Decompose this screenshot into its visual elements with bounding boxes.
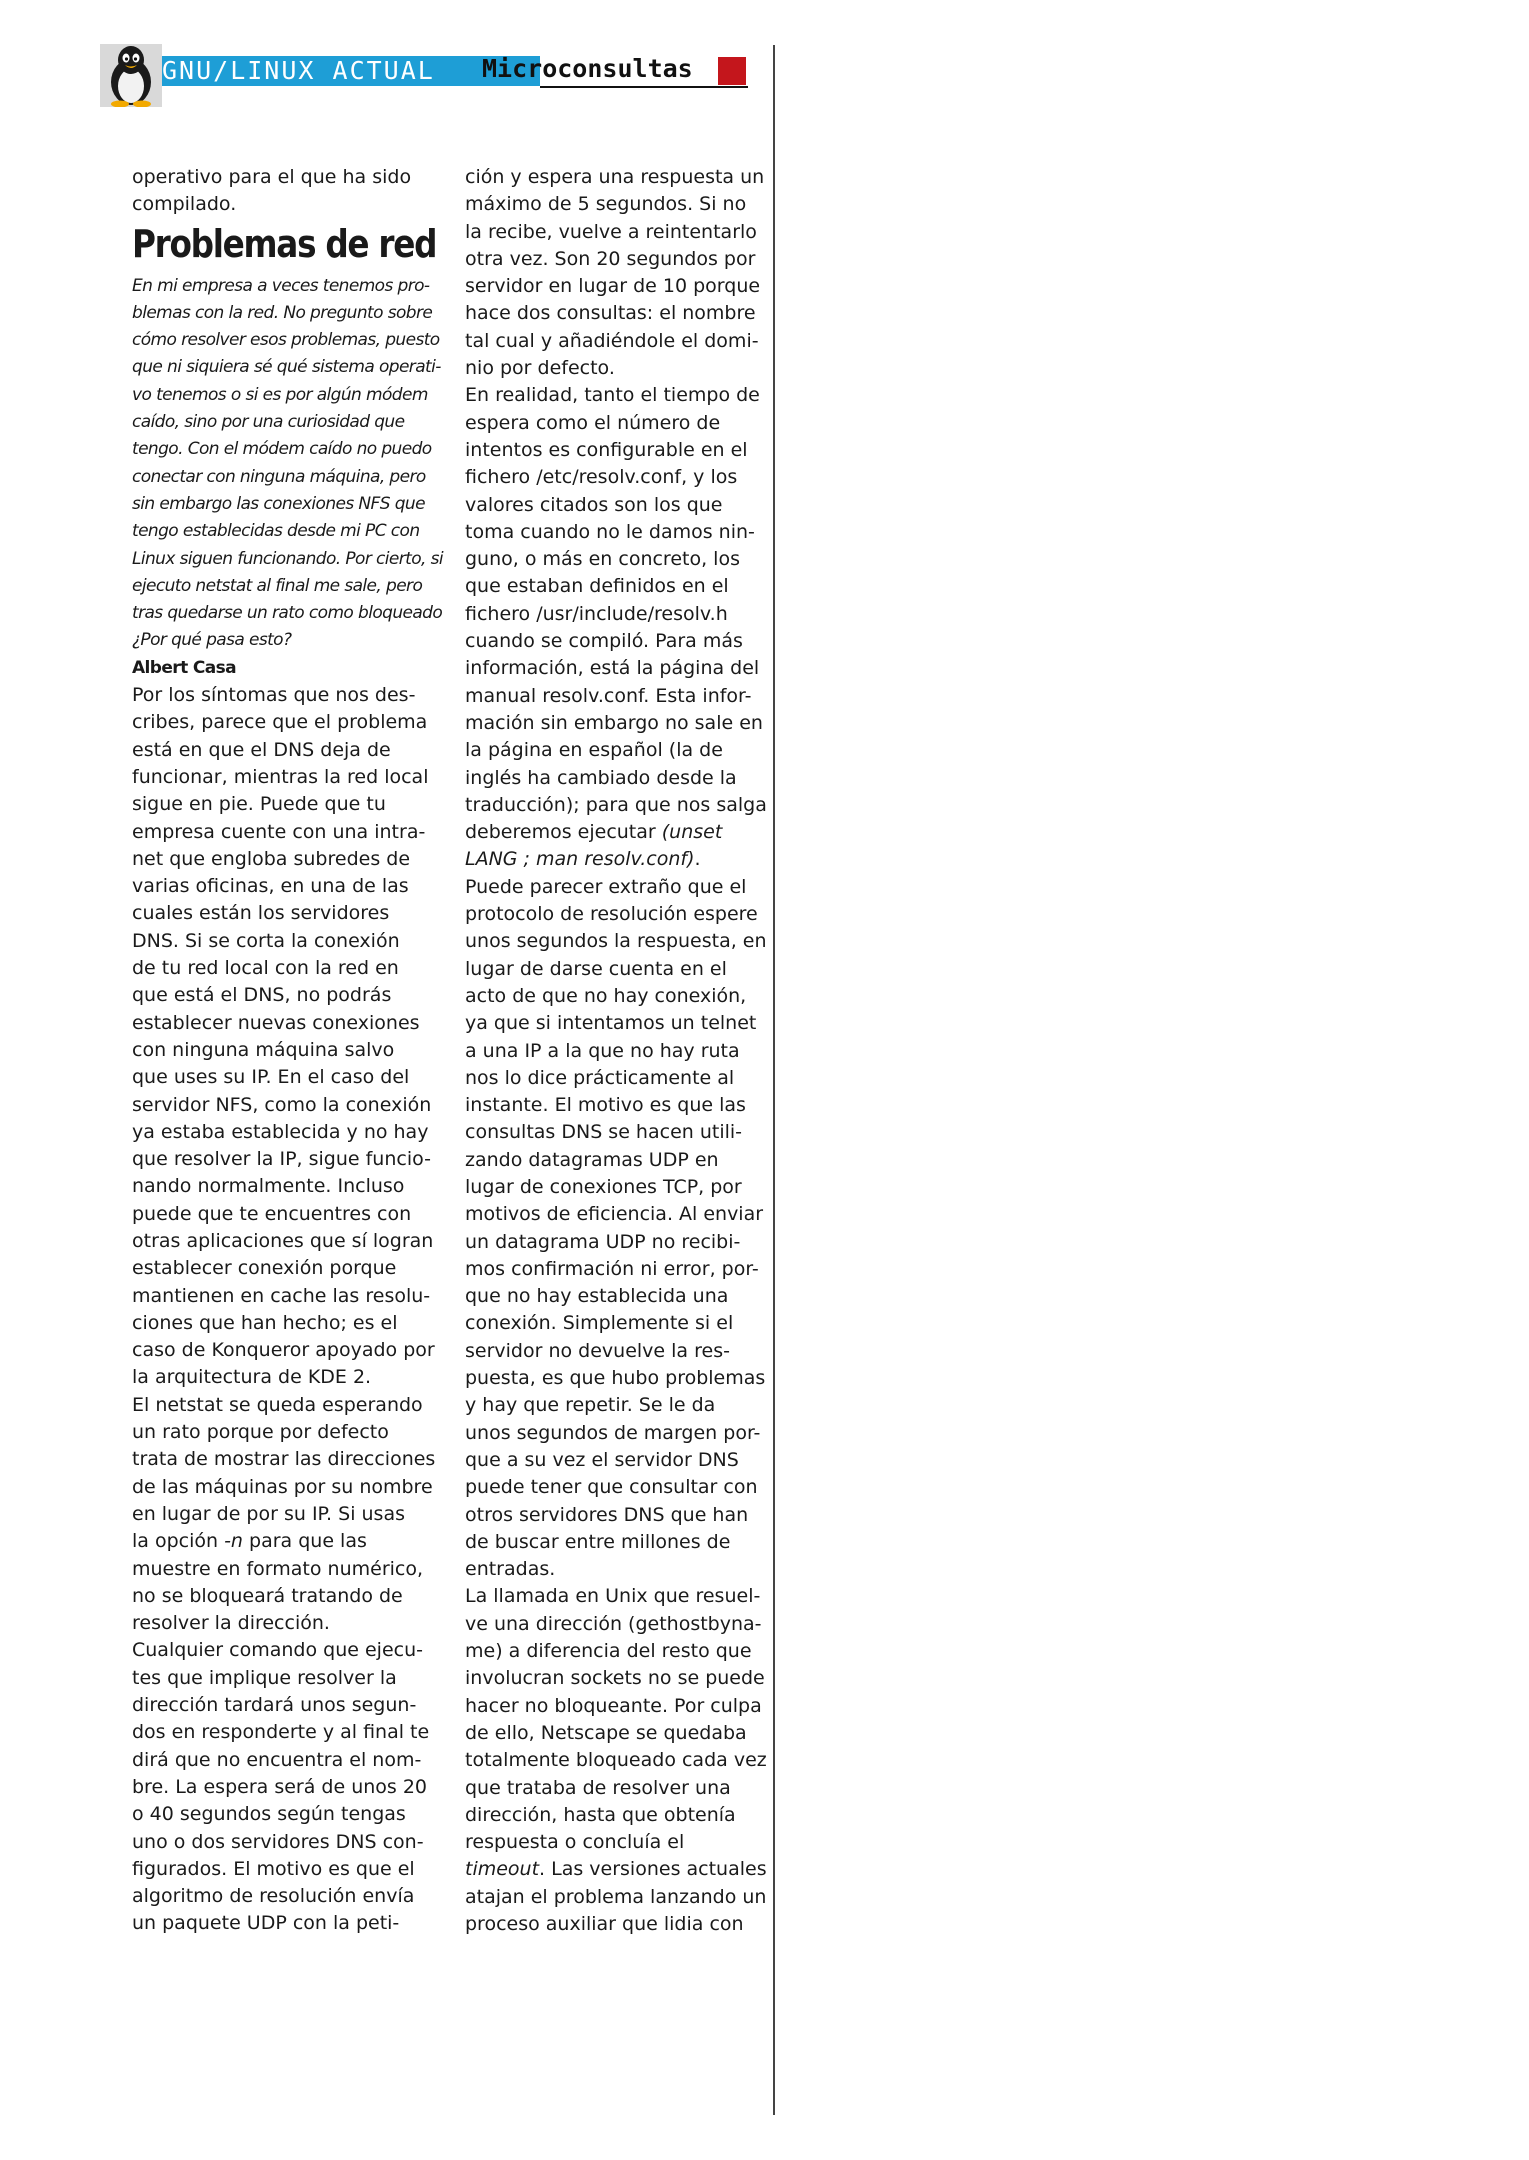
text-line: valores citados son los que [465,493,723,516]
right-column [465,164,767,1938]
text-line: que no hay establecida una [465,1285,729,1308]
text-line: que está el DNS, no podrás [132,984,392,1007]
text-line: blemas con la red. No pregunto sobre [132,302,433,323]
text-line: En mi empresa a veces tenemos pro- [132,275,430,296]
text-line: tras quedarse un rato como bloqueado [132,603,443,624]
text-line: la página en español (la de [465,739,723,762]
answer-text-part-5 [465,1884,767,1939]
text-line: mación sin embargo no sale en [465,711,763,734]
text-line: vo tenemos o si es por algún módem [132,384,428,405]
text-line: respuesta o concluía el [465,1831,685,1854]
text-line: manual resolv.conf. Esta infor- [465,684,752,707]
text-line: algoritmo de resolución envía [132,1885,415,1908]
text-line: uno o dos servidores DNS con- [132,1830,424,1853]
text-line: que resolver la IP, sigue funcio- [132,1148,431,1171]
question-author: Albert Casa [132,657,237,678]
header-rule [540,86,748,88]
text-line: información, está la página del [465,657,760,680]
text-line: dirección tardará unos segun- [132,1694,417,1717]
text-line: conectar con ninguna máquina, pero [132,466,426,487]
text-line: está en que el DNS deja de [132,738,391,761]
text-line: máximo de 5 segundos. Si no [465,193,747,216]
text-line: dirección, hasta que obtenía [465,1803,736,1826]
text-line: cuando se compiló. Para más [465,630,743,653]
text-line: totalmente bloqueado cada vez [465,1749,767,1772]
text-line: servidor NFS, como la conexión [132,1093,432,1116]
text-line: en lugar de por su IP. Si usas [132,1502,405,1525]
text-line: la arquitectura de KDE 2. [132,1366,372,1389]
text-line: me) a diferencia del resto que [465,1640,752,1663]
text-line: que estaban definidos en el [465,575,729,598]
magazine-brand: GNU/LINUX ACTUAL [162,56,540,86]
text-line: un rato porque por defecto [132,1421,389,1444]
text-line: involucran sockets no se puede [465,1667,765,1690]
text-line: conexión. Simplemente si el [465,1312,734,1335]
text-line: cuales están los servidores [132,902,390,925]
text-line: mos confirmación ni error, por- [465,1257,759,1280]
text-line: un datagrama UDP no recibi- [465,1230,741,1253]
text-line: lugar de conexiones TCP, por [465,1175,742,1198]
text-line: caído, sino por una curiosidad que [132,412,405,433]
text-line: ciones que han hecho; es el [132,1311,398,1334]
text-line: intentos es configurable en el [465,438,748,461]
text-line: sin embargo las conexiones NFS que [132,493,425,514]
text-line: la recibe, vuelve a reintentarlo [465,220,757,243]
text-line: no se bloqueará tratando de [132,1584,403,1607]
text-line: otra vez. Son 20 segundos por [465,247,756,270]
text-line: consultas DNS se hacen utili- [465,1121,743,1144]
text-line: otras aplicaciones que sí logran [132,1229,434,1252]
text-line: o 40 segundos según tengas [132,1803,406,1826]
text-line: resolver la dirección. [132,1612,330,1635]
text-line: dirá que no encuentra el nom- [132,1748,422,1771]
text-line: La llamada en Unix que resuel- [465,1585,761,1608]
text-line: DNS. Si se corta la conexión [132,929,400,952]
text-line: fichero /etc/resolv.conf, y los [465,466,738,489]
text-line: Puede parecer extraño que el [465,875,747,898]
reader-question [132,273,443,655]
text-line: atajan el problema lanzando un [465,1885,767,1908]
option-flag: -n [224,1530,243,1553]
text-line: hace dos consultas: el nombre [465,302,756,325]
text-line: acto de que no hay conexión, [465,984,747,1007]
text-line: de ello, Netscape se quedaba [465,1721,747,1744]
text-line: cribes, parece que el problema [132,711,428,734]
text-line: caso de Konqueror apoyado por [132,1339,435,1362]
text-line: servidor en lugar de 10 porque [465,275,761,298]
text-line: otros servidores DNS que han [465,1503,749,1526]
text-line: proceso auxiliar que lidia con [465,1913,744,1935]
text-line: bre. La espera será de unos 20 [132,1775,428,1798]
text-line: dos en responderte y al final te [132,1721,430,1744]
text-line: muestre en formato numérico, [132,1557,424,1580]
text-line: trata de mostrar las direcciones [132,1448,436,1471]
text-line: Por los síntomas que nos des- [132,684,416,707]
text-line: lugar de darse cuenta en el [465,957,727,980]
page-edge-rule [773,45,775,2115]
text-line: ción y espera una respuesta un [465,166,765,188]
text-line: que a su vez el servidor DNS [465,1448,739,1471]
text-line: unos segundos de margen por- [465,1421,761,1444]
text-line: que ni siquiera sé qué sistema operati- [132,357,441,378]
text-line: a una IP a la que no hay ruta [465,1039,740,1062]
text-line: instante. El motivo es que las [465,1094,746,1117]
text-line: ¿Por qué pasa esto? [132,630,292,651]
text-line: En realidad, tanto el tiempo de [465,384,760,407]
tux-penguin-icon [100,44,162,107]
text-line: puede tener que consultar con [465,1476,758,1499]
text-line: entradas. [465,1558,556,1581]
article-heading: Problemas de red [132,221,437,266]
text-line: de buscar entre millones de [465,1530,731,1553]
command-line-2: LANG ; man resolv.conf). [465,848,701,871]
timeout-line: timeout. Las versiones actuales [465,1858,767,1881]
text-line: que uses su IP. En el caso del [132,1066,410,1089]
text-line: protocolo de resolución espere [465,903,758,926]
command-text: (unset [661,821,723,844]
text-line: espera como el número de [465,411,721,434]
text-line: un paquete UDP con la peti- [132,1912,400,1935]
text-line: mantienen en cache las resolu- [132,1284,431,1307]
text-line: que trataba de resolver una [465,1776,731,1799]
text-line: con ninguna máquina salvo [132,1038,395,1061]
text-line: tengo. Con el módem caído no puedo [132,439,432,460]
text-line: net que engloba subredes de [132,847,411,870]
text-line: inglés ha cambiado desde la [465,766,737,789]
answer-text-part-3 [465,164,767,819]
text-line: operativo para el que ha sido [132,166,412,188]
text-line: zando datagramas UDP en [465,1148,719,1171]
answer-text-part-2 [132,1556,430,1938]
text-line: El netstat se queda esperando [132,1393,423,1416]
text-line: Linux siguen funcionando. Por cierto, si [132,548,443,569]
text-line: nando normalmente. Incluso [132,1175,405,1198]
command-text-2: LANG ; man resolv.conf) [465,848,695,871]
text-line: hacer no bloqueante. Por culpa [465,1694,762,1717]
text-line: establecer nuevas conexiones [132,1011,420,1034]
text-line: toma cuando no le damos nin- [465,520,755,543]
command-line: deberemos ejecutar (unset [465,821,723,844]
text-line: funcionar, mientras la red local [132,765,429,788]
text-line: de tu red local con la red en [132,957,399,980]
text-line: ve una dirección (gethostbyna- [465,1612,762,1635]
text-line: ejecuto netstat al final me sale, pero [132,575,423,596]
text-line: fichero /usr/include/resolv.h [465,602,728,625]
text-line: sigue en pie. Puede que tu [132,793,386,816]
text-line: unos segundos la respuesta, en [465,930,767,953]
left-column [132,164,443,1938]
timeout-term: timeout [465,1858,540,1881]
text-line: ya que si intentamos un telnet [465,1012,757,1035]
text-line: puede que te encuentres con [132,1202,412,1225]
page-header [100,44,748,108]
text-line: nio por defecto. [465,357,615,380]
text-line: traducción); para que nos salga [465,793,767,816]
section-marker [718,57,746,85]
text-line: ya estaba establecida y no hay [132,1120,429,1143]
answer-option-line: la opción -n para que las [132,1530,367,1553]
text-line: servidor no devuelve la res- [465,1339,730,1362]
text-line: figurados. El motivo es que el [132,1857,415,1880]
text-line: guno, o más en concreto, los [465,548,740,571]
section-title: Microconsultas [482,54,693,83]
text-line: establecer conexión porque [132,1257,397,1280]
text-line: tengo establecidas desde mi PC con [132,521,420,542]
text-line: cómo resolver esos problemas, puesto [132,330,440,351]
answer-text-part-1 [132,682,436,1528]
text-line: varias oficinas, en una de las [132,875,409,898]
text-line: empresa cuente con una intra- [132,820,426,843]
intro-text [132,164,422,219]
text-line: nos lo dice prácticamente al [465,1066,735,1089]
text-line: Cualquier comando que ejecu- [132,1639,423,1662]
text-line: puesta, es que hubo problemas [465,1367,766,1390]
text-line: motivos de eficiencia. Al enviar [465,1203,764,1226]
text-line: y hay que repetir. Se le da [465,1394,716,1417]
text-line: tal cual y añadiéndole el domi- [465,329,759,352]
text-line: de las máquinas por su nombre [132,1475,433,1498]
answer-text-part-4 [465,874,767,1857]
text-line: tes que implique resolver la [132,1666,397,1689]
text-line: compilado. [132,193,237,216]
